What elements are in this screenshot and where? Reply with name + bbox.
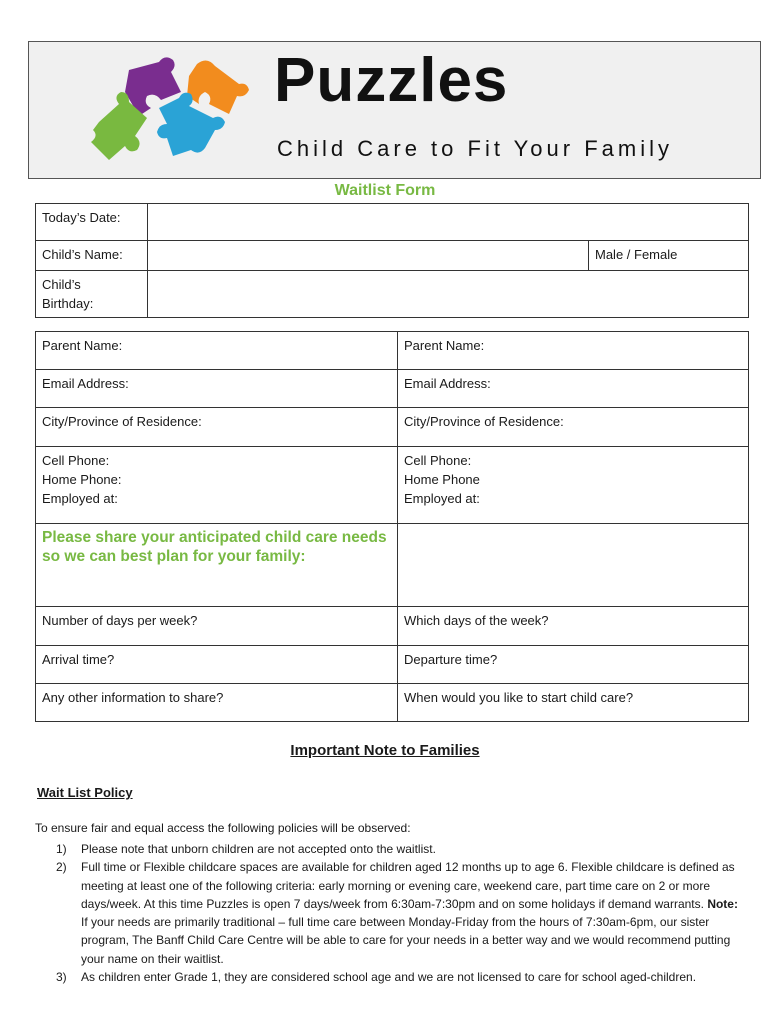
arrival-time-label: Arrival time? xyxy=(42,652,115,667)
childs-birthday-field[interactable] xyxy=(148,271,749,318)
birthday-label-line1: Child’s xyxy=(42,277,81,292)
needs-heading-line2: so we can best plan for your family: xyxy=(42,548,306,565)
days-per-week-field[interactable] xyxy=(36,607,398,646)
brand-name: Puzzles xyxy=(274,46,509,115)
policy-item-1 xyxy=(56,840,740,858)
parent1-email-label: Email Address: xyxy=(42,376,129,391)
todays-date-field[interactable] xyxy=(148,204,749,241)
other-info-label: Any other information to share? xyxy=(42,690,224,705)
parent2-employed-label: Employed at: xyxy=(404,491,480,506)
parent2-cell-label: Cell Phone: xyxy=(404,453,472,468)
policy-item-number: 3) xyxy=(56,970,67,985)
which-days-field[interactable] xyxy=(398,607,749,646)
parent1-employed-label: Employed at: xyxy=(42,491,118,506)
start-date-field[interactable] xyxy=(398,684,749,722)
gender-label: Male / Female xyxy=(595,247,678,262)
parents-needs-table xyxy=(35,331,749,722)
puzzle-logo-icon xyxy=(89,52,249,167)
parent2-name-field[interactable] xyxy=(398,332,749,370)
policy-item-number: 1) xyxy=(56,842,67,856)
departure-time-label: Departure time? xyxy=(404,652,498,667)
child-info-table xyxy=(35,203,749,318)
gender-field[interactable] xyxy=(589,241,749,271)
childs-name-field[interactable] xyxy=(148,241,589,271)
policy-item-2 xyxy=(56,858,740,968)
parent2-email-label: Email Address: xyxy=(404,376,491,391)
parent1-email-field[interactable] xyxy=(36,370,398,408)
parent1-name-field[interactable] xyxy=(36,332,398,370)
note-label: Note: xyxy=(707,896,738,911)
birthday-label-line2: Birthday: xyxy=(42,296,94,311)
parent2-contact-field[interactable] xyxy=(398,447,749,524)
parent1-contact-field[interactable] xyxy=(36,447,398,524)
todays-date-label: Today’s Date: xyxy=(36,204,148,241)
wait-list-policy-title: Wait List Policy xyxy=(37,785,133,800)
parent1-city-field[interactable] xyxy=(36,408,398,447)
which-days-label: Which days of the week? xyxy=(404,613,549,628)
puzzle-piece-orange xyxy=(187,60,249,114)
parent2-home-label: Home Phone xyxy=(404,472,480,487)
arrival-time-field[interactable] xyxy=(36,646,398,684)
parent1-home-label: Home Phone: xyxy=(42,472,122,487)
policy-item-text-a: Full time or Flexible childcare spaces are available for children aged 12 months up to age 6. Flexible childcare is defined as meeting at least one of the following criteria: early morning or evening care, weekend care, part time care on 2 or more days/week. At this time Puzzles is open 7 days/week from 6:30am-7:30pm and on some holidays if demand warrants. xyxy=(81,860,735,911)
other-info-field[interactable] xyxy=(36,684,398,722)
parent2-city-label: City/Province of Residence: xyxy=(404,414,564,429)
parent1-city-label: City/Province of Residence: xyxy=(42,414,202,429)
parent1-name-label: Parent Name: xyxy=(42,338,123,353)
parent1-cell-label: Cell Phone: xyxy=(42,453,110,468)
start-date-label: When would you like to start child care? xyxy=(404,690,634,705)
parent2-city-field[interactable] xyxy=(398,408,749,447)
brand-tagline: Child Care to Fit Your Family xyxy=(277,136,673,161)
needs-heading-blank xyxy=(398,524,749,607)
policy-item-text: Please note that unborn children are not accepted onto the waitlist. xyxy=(81,842,436,856)
policy-list xyxy=(56,840,740,986)
policy-intro: To ensure fair and equal access the following policies will be observed: xyxy=(35,821,411,835)
policy-item-number: 2) xyxy=(56,860,67,875)
form-title: Waitlist Form xyxy=(334,182,436,199)
childs-birthday-label xyxy=(36,271,148,318)
policy-item-3 xyxy=(56,968,740,986)
parent2-email-field[interactable] xyxy=(398,370,749,408)
needs-heading xyxy=(36,524,398,607)
policy-item-text-b: If your needs are primarily traditional – full time care between Monday-Friday from the hours of 7:30am-6pm, our sister program, The Banff Child Care Centre will be able to care for your needs in a better way and we would recommend putting your name on their waitlist. xyxy=(81,915,731,966)
parent2-name-label: Parent Name: xyxy=(404,338,485,353)
important-note-title: Important Note to Families xyxy=(290,742,480,759)
days-per-week-label: Number of days per week? xyxy=(42,613,198,628)
header-banner xyxy=(28,41,761,179)
needs-heading-line1: Please share your anticipated child care needs xyxy=(42,529,387,546)
policy-item-text: As children enter Grade 1, they are considered school age and we are not licensed to care for school aged-children. xyxy=(81,970,697,985)
departure-time-field[interactable] xyxy=(398,646,749,684)
childs-name-label: Child’s Name: xyxy=(36,241,148,271)
